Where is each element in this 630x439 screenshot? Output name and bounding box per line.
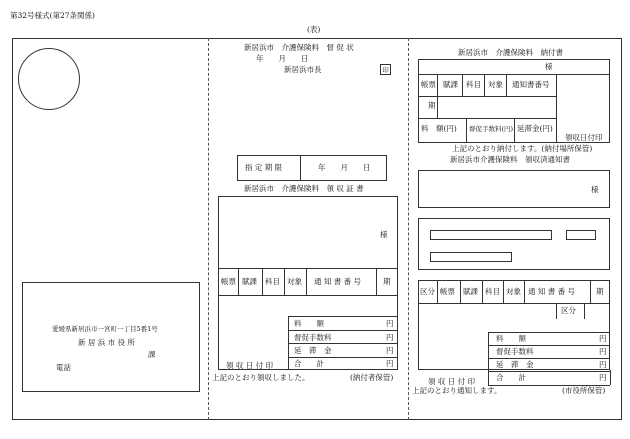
header-cell: 対象 bbox=[488, 80, 503, 89]
header-cell: 期 bbox=[383, 277, 391, 286]
payment-sama: 様 bbox=[545, 62, 553, 71]
payment-footer: 上記のとおり納付します。(納付場所保管) bbox=[452, 144, 593, 153]
perforation-right bbox=[408, 38, 409, 420]
notice-title: 新居浜市介護保険料 領収済通知書 bbox=[450, 155, 570, 164]
phone-label: 電話 bbox=[56, 363, 71, 372]
header-cell: 通 知 書 番 号 bbox=[314, 277, 362, 286]
notice-amount-unit: 円 bbox=[599, 347, 607, 356]
header-cell: 賦課 bbox=[443, 80, 458, 89]
notice-header: 賦課 bbox=[463, 287, 478, 296]
notice-amount-label: 料 額 bbox=[496, 334, 526, 343]
notice-amount-unit: 円 bbox=[599, 360, 607, 369]
notice-header: 通 知 書 番 号 bbox=[528, 287, 576, 296]
amount-unit: 円 bbox=[386, 346, 394, 355]
header-cell: 帳票 bbox=[421, 80, 436, 89]
kubun-cell: 区分 bbox=[561, 306, 576, 315]
notice-header: 帳票 bbox=[440, 287, 455, 296]
amount-label: 合 計 bbox=[294, 359, 324, 368]
notice-field-2 bbox=[566, 230, 596, 240]
notice-amount-label: 督促手数料 bbox=[496, 347, 534, 356]
perforation-left bbox=[208, 38, 209, 420]
stamp-circle bbox=[18, 48, 80, 110]
receipt-keeper: (納付者保管) bbox=[350, 373, 394, 382]
notice-amount-label: 延 滞 金 bbox=[496, 360, 534, 369]
notice-header: 科目 bbox=[485, 287, 500, 296]
header-cell: 賦課 bbox=[242, 277, 257, 286]
amount-label: 延 滞 金 bbox=[294, 346, 332, 355]
notice-header: 対象 bbox=[506, 287, 521, 296]
notice-field-1 bbox=[430, 230, 552, 240]
header-cell: 通知書番号 bbox=[512, 80, 550, 89]
ki-cell: 期 bbox=[428, 101, 436, 110]
notice-field-3 bbox=[430, 252, 512, 262]
amount-label: 督促手数料 bbox=[294, 333, 332, 342]
amount-label: 料 額 bbox=[294, 319, 324, 328]
notice-header: 区分 bbox=[420, 287, 435, 296]
reminder-title: 新居浜市 介護保険料 督 促 状 bbox=[244, 43, 354, 52]
address-box bbox=[22, 282, 200, 392]
mayor-label: 新居浜市長 bbox=[284, 65, 322, 74]
header-cell: 帳票 bbox=[221, 277, 236, 286]
front-label: (表) bbox=[307, 25, 321, 34]
payment-title: 新居浜市 介護保険料 納付書 bbox=[458, 48, 563, 57]
seal-mark: 印 bbox=[380, 64, 391, 75]
amount-header: 料 額(円) bbox=[421, 124, 457, 133]
header-cell: 科目 bbox=[466, 80, 481, 89]
form-number: 第32号様式(第27条関係) bbox=[10, 11, 95, 20]
stamp-label: 領 収 日 付 印 bbox=[226, 361, 274, 370]
receipt-title: 新居浜市 介護保険料 領 収 証 書 bbox=[244, 184, 364, 193]
amount-unit: 円 bbox=[386, 359, 394, 368]
notice-header: 期 bbox=[596, 287, 604, 296]
amount-unit: 円 bbox=[386, 319, 394, 328]
notice-sama: 様 bbox=[591, 185, 599, 194]
notice-amount-label: 合 計 bbox=[496, 373, 526, 382]
section-label: 課 bbox=[148, 350, 156, 359]
notice-stamp-label: 領 収 日 付 印 bbox=[428, 377, 476, 386]
notice-amount-unit: 円 bbox=[599, 334, 607, 343]
notice-footer: 上記のとおり通知します。 bbox=[412, 386, 502, 395]
notice-keeper: (市役所保管) bbox=[562, 386, 606, 395]
deadline-label: 指 定 期 限 bbox=[245, 163, 283, 172]
amount-header: 督促手数料(円) bbox=[469, 125, 514, 133]
payment-stamp-label: 領収日付印 bbox=[565, 133, 603, 142]
office-name: 新 居 浜 市 役 所 bbox=[78, 338, 135, 347]
notice-amount-unit: 円 bbox=[599, 373, 607, 382]
amount-header: 延滞金(円) bbox=[517, 124, 553, 133]
deadline-value: 年 月 日 bbox=[318, 163, 371, 172]
receipt-sama: 様 bbox=[380, 230, 388, 239]
notice-input-box bbox=[418, 218, 610, 270]
address: 愛媛県新居浜市一宮町一丁目5番1号 bbox=[52, 325, 158, 333]
reminder-date: 年 月 日 bbox=[256, 54, 309, 63]
amount-unit: 円 bbox=[386, 333, 394, 342]
notice-name-box bbox=[418, 170, 610, 208]
header-cell: 対象 bbox=[287, 277, 302, 286]
header-cell: 科目 bbox=[265, 277, 280, 286]
receipt-footer: 上記のとおり領収しました。 bbox=[212, 373, 310, 382]
